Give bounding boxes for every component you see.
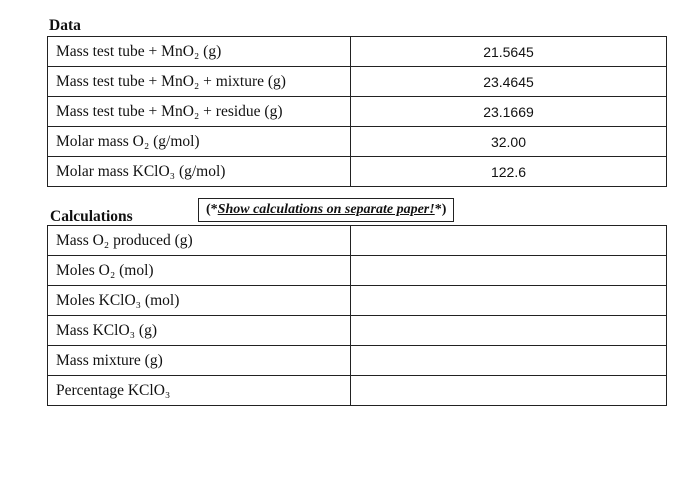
answer-cell[interactable] [351, 346, 667, 376]
row-label: Moles KClO₃ (mol) [48, 286, 351, 316]
row-label: Mass test tube + MnO₂ + residue (g) [48, 97, 351, 127]
calculations-heading: Calculations [50, 208, 133, 225]
row-label: Moles O₂ (mol) [48, 256, 351, 286]
note-suffix: *) [434, 202, 447, 217]
answer-cell[interactable] [351, 376, 667, 406]
table-row [48, 226, 667, 256]
row-label: Mass mixture (g) [48, 346, 351, 376]
data-table [47, 36, 667, 187]
row-label: Mass O₂ produced (g) [48, 226, 351, 256]
data-heading: Data [49, 17, 81, 34]
table-row [48, 376, 667, 406]
table-row [48, 346, 667, 376]
table-row [48, 67, 667, 97]
note-emphasis: Show calculations on separate paper! [217, 202, 435, 217]
note-prefix: (* [206, 202, 218, 217]
table-row [48, 127, 667, 157]
row-value: 23.1669 [351, 97, 667, 127]
table-row [48, 316, 667, 346]
table-row [48, 97, 667, 127]
calculations-table [47, 225, 667, 406]
answer-cell[interactable] [351, 316, 667, 346]
answer-cell[interactable] [351, 256, 667, 286]
row-label: Molar mass KClO₃ (g/mol) [48, 157, 351, 187]
table-row [48, 286, 667, 316]
row-label: Mass test tube + MnO₂ + mixture (g) [48, 67, 351, 97]
answer-cell[interactable] [351, 226, 667, 256]
row-value: 32.00 [351, 127, 667, 157]
table-row [48, 256, 667, 286]
row-value: 122.6 [351, 157, 667, 187]
row-label: Percentage KClO₃ [48, 376, 351, 406]
separate-paper-note [198, 198, 454, 222]
table-row [48, 157, 667, 187]
row-label: Mass KClO₃ (g) [48, 316, 351, 346]
row-label: Mass test tube + MnO₂ (g) [48, 37, 351, 67]
row-value: 21.5645 [351, 37, 667, 67]
answer-cell[interactable] [351, 286, 667, 316]
row-value: 23.4645 [351, 67, 667, 97]
row-label: Molar mass O₂ (g/mol) [48, 127, 351, 157]
table-row [48, 37, 667, 67]
